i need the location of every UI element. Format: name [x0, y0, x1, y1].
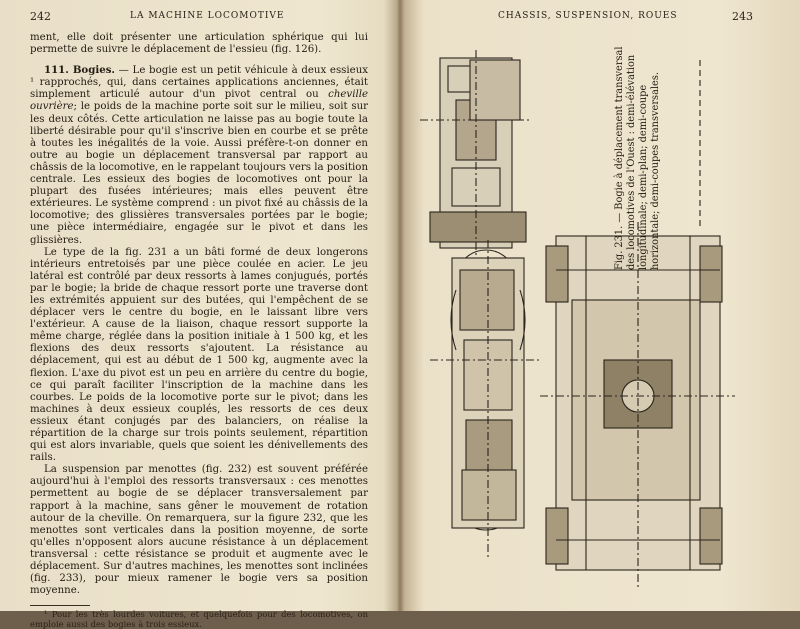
- paragraph-menottes: La suspension par menottes (fig. 232) est souvent préférée aujourd'hui à l'emploi des ressorts transversaux : ces menottes permettent au bogie de se déplacer transversalement par rapport à la machine, sans gêner le mouvement de rotation autour de la cheville. On remarquera, sur la figure 232, que les menottes sont verticales dans la position moyenne, de sorte qu'elles n'opposent alors aucune résistance à un déplacement transversal : cette résistance se produit et augmente avec le déplacement. Sur d'autres machines, les menottes sont inclinées (fig. 233), pour mieux ramener le bogie vers sa position moyenne.: [30, 464, 368, 597]
- footnote: ¹ Pour les très lourdes voitures, et quelquefois pour des locomotives, on emploie aussi des bogies à trois essieux.: [30, 609, 368, 629]
- upper-elevation: [420, 50, 530, 260]
- lower-elevation: [430, 240, 540, 560]
- page-number-left: 242: [30, 10, 51, 23]
- continuation-paragraph: ment, elle doit présenter une articulation sphérique qui lui permette de suivre le déplacement de l'essieu (fig. 126).: [30, 32, 368, 56]
- running-head-left: LA MACHINE LOCOMOTIVE: [130, 11, 285, 21]
- figure-caption: Fig. 231. — Bogie à déplacement transversal des locomotives de l'Ouest : demi-élévation longitudinale; demi-plan; demi-coupe horizontale; demi-coupes transversales.: [614, 46, 661, 270]
- bogies-italic-term: cheville ouvrière: [30, 89, 368, 113]
- section-heading: 111. Bogies.: [44, 64, 115, 77]
- running-head-right: CHASSIS, SUSPENSION, ROUES: [498, 11, 678, 21]
- bogies-text-1: — Le bogie est un petit véhicule à deux essieux ¹ rapprochés, qui, dans certaines applications anciennes, était simplement articulé autour d'un pivot central ou: [30, 65, 368, 101]
- bogies-text-2: ; le poids de la machine porte soit sur le milieu, soit sur les deux côtés. Cette articulation ne laisse pas au bogie toute la liberté désirable pour qu'il s'inscrive bien en courbe et se prête à toutes les inégalités de la voie. Aussi préfère-t-on donner en outre au bogie un déplacement transversal par rapport au châssis de la locomotive, en le rappelant toujours vers la position centrale. Les essieux des bogies de locomotives ont pour la plupart des fusées intérieures; mais elles peuvent être extérieures. Le système comprend : un pivot fixé au châssis de la locomotive; des glissières transversales portées par le bogie; une pièce intermédiaire, engagée sur le pivot et dans les glissières.: [30, 101, 368, 246]
- paragraph-fig231: Le type de la fig. 231 a un bâti formé de deux longerons intérieurs entretoisés par une pièce coulée en acier. Le jeu latéral est contrôlé par deux ressorts à lames conjugués, portés par le bogie; la bride de chaque ressort porte une traverse dont les extrémités appuient sur des butées, qui l'empêchent de se déplacer vers le centre du bogie, en le laissant libre vers l'extérieur. A cause de la liaison, chaque ressort supporte la même charge, réglée dans la position initiale à 1 500 kg, et les flexions des deux ressorts s'ajoutent. La résistance au déplacement, qui est au début de 1 500 kg, augmente avec la flexion. L'axe du pivot est un peu en arrière du centre du bogie, ce qui paraît faciliter l'inscription de la machine dans les courbes. Le poids de la locomotive porte sur le pivot; dans les machines à deux essieux couplés, les ressorts de ces deux essieux étant conjugés par des balanciers, on réalise la répartition de la charge sur trois points seulement, répartition qui est alors invariable, quels que soient les dénivellements des rails.: [30, 246, 368, 464]
- page-number-right: 243: [732, 10, 753, 23]
- figure-caption-box: [614, 40, 674, 270]
